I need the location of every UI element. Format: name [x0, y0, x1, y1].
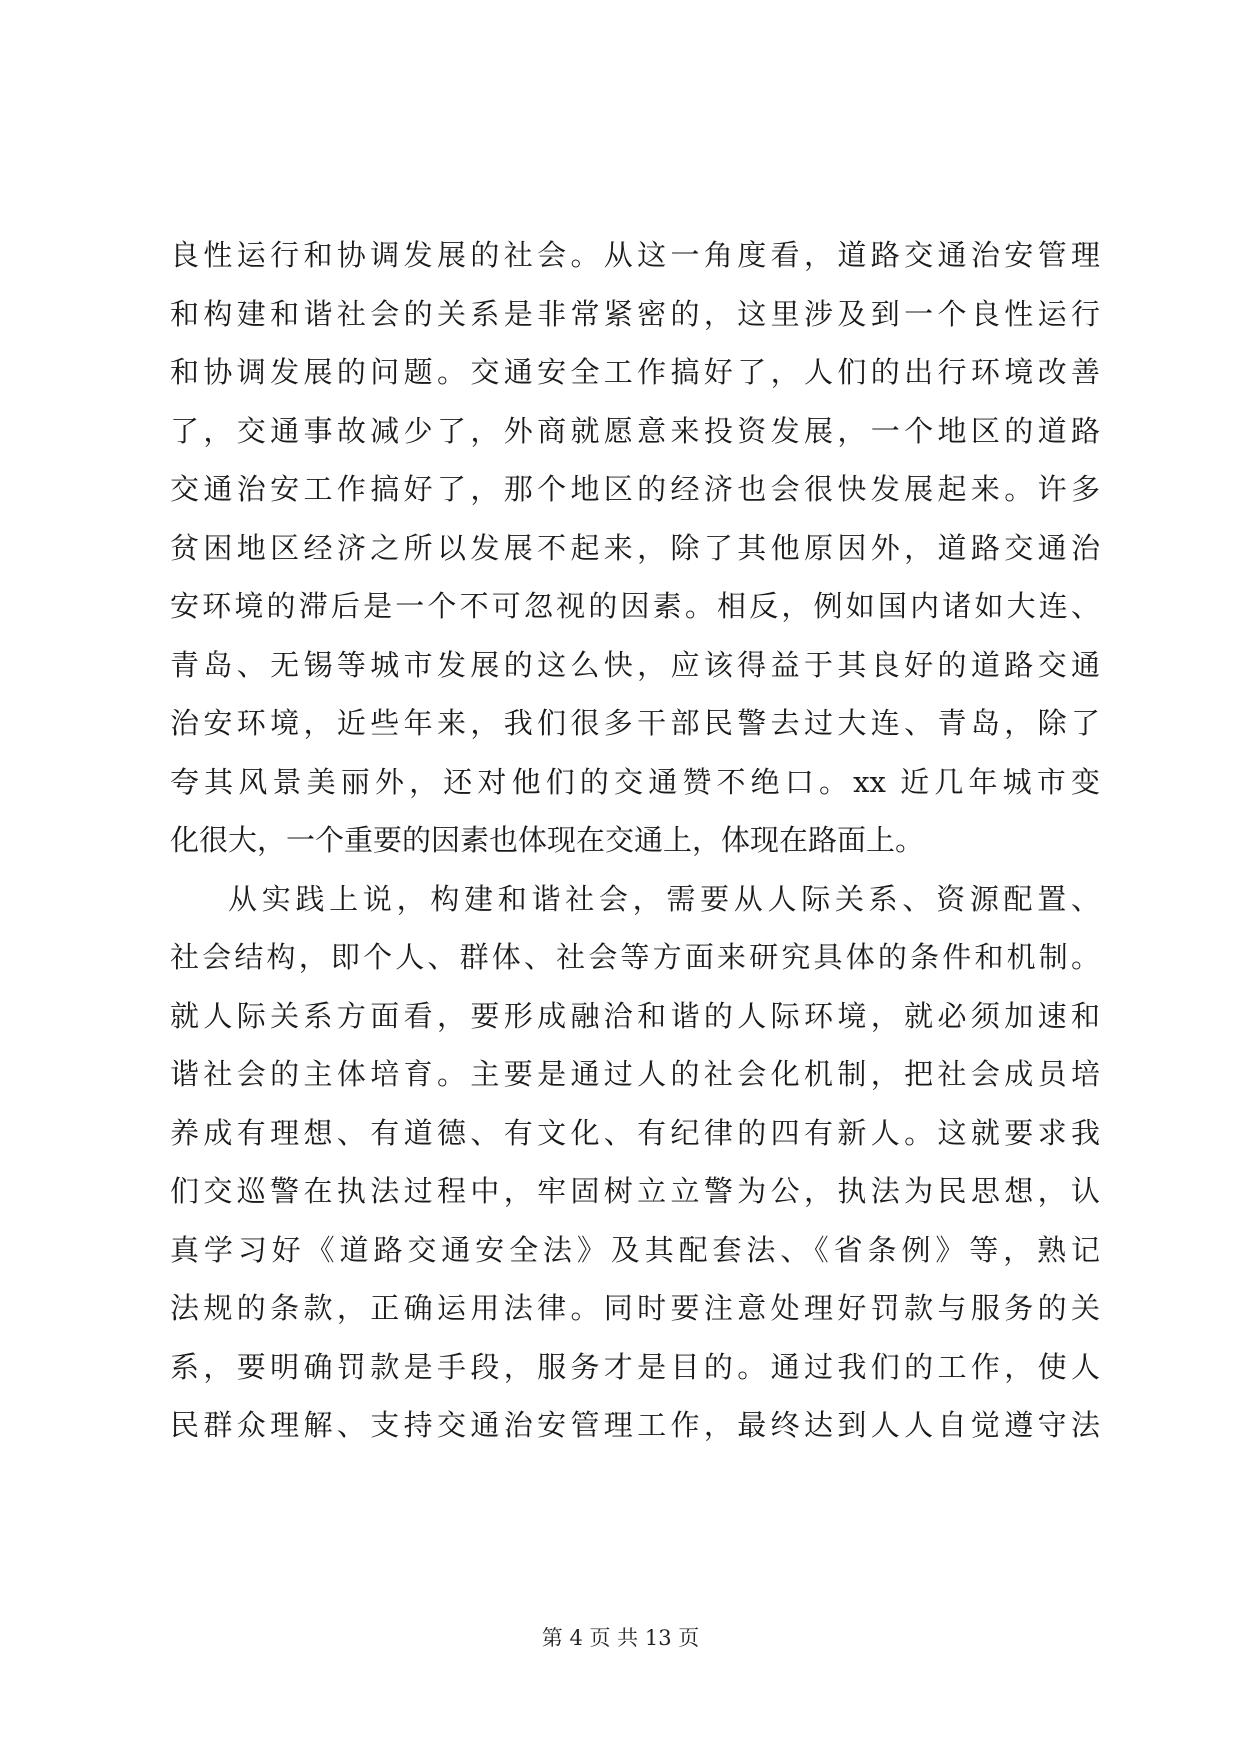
text-line: 系，要明确罚款是手段，服务才是目的。通过我们的工作，使人 — [170, 1349, 1100, 1384]
text-line: 青岛、无锡等城市发展的这么快，应该得益于其良好的道路交通 — [170, 647, 1100, 682]
paragraph-end-line: 化很大，一个重要的因素也体现在交通上，体现在路面上。 — [170, 823, 925, 857]
text-line: 了，交通事故减少了，外商就愿意来投资发展，一个地区的道路 — [170, 413, 1100, 448]
page-number-footer: 第 4 页 共 13 页 — [541, 1626, 700, 1650]
text-line: 们交巡警在执法过程中，牢固树立立警为公，执法为民思想，认 — [170, 1174, 1100, 1208]
document-body — [170, 226, 1100, 1455]
text-line: 良性运行和协调发展的社会。从这一角度看，道路交通治安管理 — [170, 238, 1100, 272]
text-line: 交通治安工作搞好了，那个地区的经济也会很快发展起来。许多 — [170, 472, 1100, 506]
text-line: 养成有理想、有道德、有文化、有纪律的四有新人。这就要求我 — [170, 1115, 1100, 1150]
text-line: 贫困地区经济之所以发展不起来，除了其他原因外，道路交通治 — [170, 530, 1100, 565]
text-line: 民群众理解、支持交通治安管理工作，最终达到人人自觉遵守法 — [170, 1408, 1100, 1442]
text-line: 夸其风景美丽外，还对他们的交通赞不绝口。xx 近几年城市变 — [170, 764, 1100, 799]
text-line: 和构建和谐社会的关系是非常紧密的，这里涉及到一个良性运行 — [170, 296, 1100, 331]
paragraph-start-line: 从实践上说，构建和谐社会，需要从人际关系、资源配置、 — [228, 881, 1100, 916]
text-line: 真学习好《道路交通安全法》及其配套法、《省条例》等，熟记 — [170, 1232, 1100, 1267]
text-line: 社会结构，即个人、群体、社会等方面来研究具体的条件和机制。 — [170, 940, 1100, 974]
text-line: 治安环境，近些年来，我们很多干部民警去过大连、青岛，除了 — [170, 706, 1100, 740]
text-line: 谐社会的主体培育。主要是通过人的社会化机制，把社会成员培 — [170, 1057, 1100, 1091]
text-line: 安环境的滞后是一个不可忽视的因素。相反，例如国内诸如大连、 — [170, 589, 1100, 623]
text-line: 和协调发展的问题。交通安全工作搞好了，人们的出行环境改善 — [170, 355, 1100, 389]
text-line: 法规的条款，正确运用法律。同时要注意处理好罚款与服务的关 — [170, 1291, 1100, 1325]
text-line: 就人际关系方面看，要形成融洽和谐的人际环境，就必须加速和 — [170, 998, 1100, 1033]
